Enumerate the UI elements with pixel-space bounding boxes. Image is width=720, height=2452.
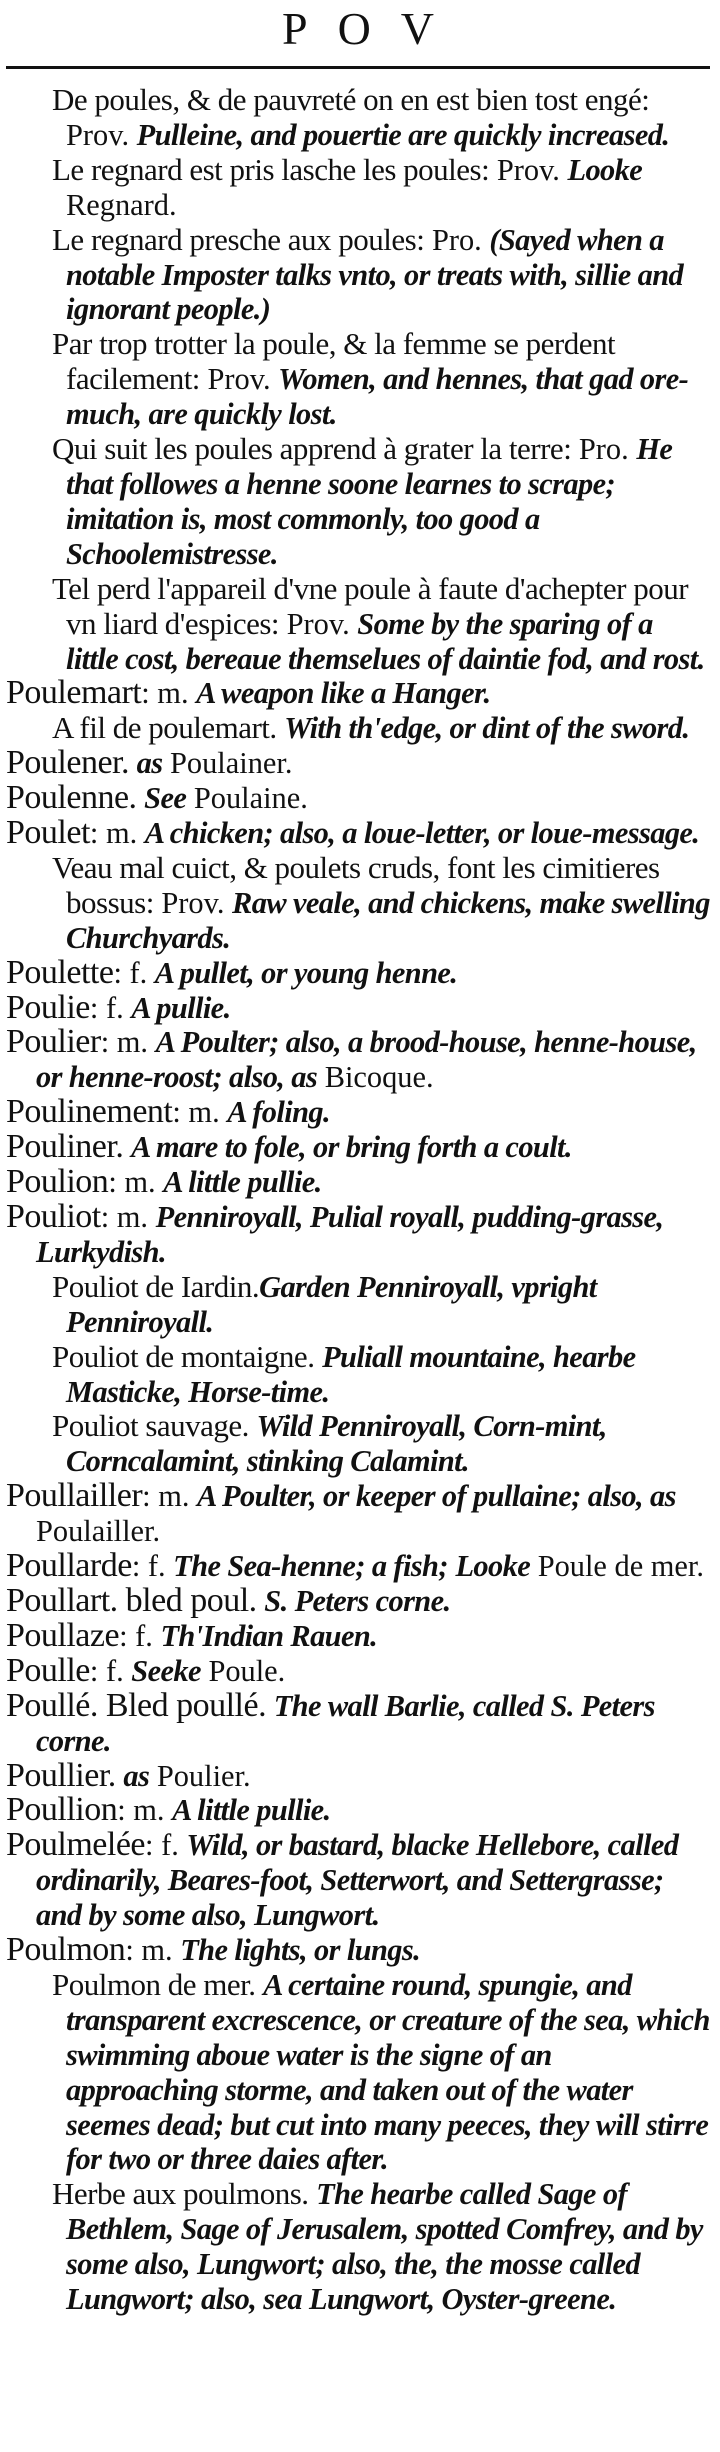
french-text: : f. — [119, 1618, 161, 1653]
english-gloss: Wild Penniroyall, Corn-mint, Corncalamint, stinking Calamint. — [66, 1409, 607, 1479]
french-text: Prov. — [153, 885, 233, 920]
english-gloss: A little pullie. — [172, 1793, 331, 1828]
header-rule — [6, 66, 710, 69]
english-gloss: A foling. — [227, 1095, 330, 1130]
headword: Pouliner. — [6, 1128, 124, 1166]
french-text: : f. — [89, 1653, 132, 1688]
sub-entry — [6, 432, 710, 572]
headword: Poulle — [6, 1651, 90, 1689]
headword: Pouliot de Iardin. — [52, 1268, 260, 1304]
english-gloss: A mare to fole, or bring forth a coult. — [130, 1130, 572, 1165]
main-entry — [6, 1095, 710, 1130]
french-text: : m. — [89, 816, 145, 851]
english-gloss: The Sea-henne; a fish; — [173, 1549, 448, 1584]
sub-entry — [6, 223, 710, 328]
headword: Poulener. — [6, 744, 129, 782]
entry-list — [6, 83, 710, 2317]
english-gloss: Women, and hennes, that gad ore-much, are quickly lost. — [66, 362, 689, 432]
main-entry — [6, 1549, 710, 1584]
english-gloss: A weapon like a Hanger. — [196, 676, 491, 711]
headword: Pouliot — [6, 1198, 101, 1235]
french-text: Prov. — [199, 362, 279, 397]
english-gloss: Puliall mountaine, hearbe Masticke, Horse-time. — [66, 1339, 636, 1409]
english-gloss: Some by the sparing of a little cost, bereaue themselues of daintie fod, and rost. — [66, 606, 705, 676]
french-text — [137, 781, 145, 815]
english-gloss: A little pullie. — [163, 1165, 322, 1200]
french-text: : m. — [108, 1165, 164, 1200]
headword: Poullaze — [6, 1616, 120, 1654]
main-entry — [6, 1479, 710, 1549]
french-text — [123, 1130, 131, 1164]
headword: Poullier. — [6, 1756, 116, 1794]
french-text: Prov. — [66, 117, 137, 152]
headword: Poullion — [6, 1791, 118, 1829]
sub-entry — [6, 1968, 710, 2177]
sub-entry — [6, 2177, 710, 2317]
headword: Pouliot sauvage. — [52, 1408, 249, 1444]
french-text: : m. — [141, 676, 197, 711]
main-entry — [6, 1200, 710, 1270]
main-entry — [6, 1756, 710, 1794]
headword: Poullailler — [6, 1477, 143, 1515]
headword: Herbe aux poulmons. — [52, 2176, 309, 2212]
french-text: : f. — [89, 990, 132, 1025]
main-entry — [6, 1130, 710, 1165]
headword: Tel perd l'appareil d'vne poule à faute d'achepter pour vn liard d'espices: — [52, 570, 689, 641]
french-text: : m. — [142, 1479, 198, 1514]
sub-entry — [6, 1409, 710, 1479]
headword: Poulmelée — [6, 1826, 146, 1864]
headword: A fil de poulemart. — [52, 710, 277, 746]
french-text: Bicoque. — [317, 1060, 434, 1095]
headword: De poules, & de pauvreté on en est bien tost engé: — [52, 82, 650, 117]
sub-entry — [6, 1270, 710, 1340]
french-text: Regnard. — [66, 187, 177, 222]
main-entry — [6, 1165, 710, 1200]
main-entry — [6, 1933, 710, 1968]
english-gloss: A Poulter, or keeper of pullaine; also, as — [197, 1479, 676, 1514]
english-gloss: A chicken; also, a loue-letter, or loue-message. — [144, 816, 700, 851]
french-text: Poulailler. — [36, 1514, 161, 1549]
french-text: Poulainer. — [162, 746, 293, 781]
running-head: POV — [281, 3, 465, 54]
headword: Le regnard est pris lasche les poules: — [52, 151, 490, 187]
sub-entry — [6, 153, 710, 223]
sub-entry — [6, 83, 710, 153]
french-text: : m. — [100, 1200, 156, 1234]
french-text: : f. — [113, 955, 155, 990]
main-entry — [6, 1025, 710, 1095]
english-gloss: Th'Indian Rauen. — [160, 1618, 378, 1653]
headword: Poulemart — [6, 674, 142, 712]
french-text — [309, 2177, 317, 2211]
english-gloss: Wild, or bastard, blacke Hellebore, called ordinarily, Beares-foot, Setterwort, and Settergrasse; and by some also, Lungwort. — [36, 1828, 679, 1933]
french-text: Poule de mer. — [530, 1549, 704, 1584]
french-text: Prov. — [489, 152, 568, 187]
french-text: Prov. — [279, 606, 358, 641]
english-gloss: as — [136, 746, 163, 781]
headword: Poullarde — [6, 1547, 132, 1585]
english-gloss: S. Peters corne. — [264, 1583, 451, 1618]
english-gloss: A certaine round, spungie, and transparent excrescence, or creature of the sea, which swimming aboue water is the signe of an approaching storme, and taken out of the water seemes dead; but cut into many peeces, they will stirre for two or three daies after. — [66, 1967, 710, 2177]
english-gloss: Raw veale, and chickens, make swelling Churchyards. — [66, 885, 710, 955]
headword: Poulion — [6, 1163, 109, 1201]
english-gloss: Looke — [567, 152, 643, 187]
main-entry — [6, 1686, 710, 1759]
main-entry — [6, 1793, 710, 1828]
french-text: Pro. — [571, 432, 637, 467]
main-entry — [6, 781, 710, 816]
headword: Qui suit les poules apprend à grater la terre: — [52, 431, 572, 467]
french-text: : m. — [125, 1933, 181, 1968]
english-gloss: Looke — [455, 1549, 531, 1584]
main-entry — [6, 1616, 710, 1654]
headword: Poulmon de mer. — [52, 1966, 256, 2002]
headword: Veau mal cuict, & poulets cruds, font les cimitieres bossus: — [52, 849, 660, 920]
french-text — [255, 1968, 263, 2002]
french-text: : m. — [100, 1025, 156, 1060]
headword: Le regnard presche aux poules: — [52, 221, 425, 257]
sub-entry — [6, 327, 710, 432]
main-entry — [6, 746, 710, 781]
sub-entry — [6, 572, 710, 677]
headword: Pouliot de montaigne. — [52, 1338, 315, 1374]
headword: Poulmon — [6, 1931, 126, 1969]
main-entry — [6, 1581, 710, 1619]
headword: Poulette — [6, 953, 114, 991]
english-gloss: Penniroyall, Pulial royall, pudding-grasse, Lurkydish. — [36, 1200, 664, 1269]
headword: Poulenne. — [6, 779, 137, 817]
french-text: Poule. — [200, 1653, 286, 1688]
sub-entry — [6, 711, 710, 746]
english-gloss: Seeke — [131, 1653, 201, 1688]
french-text — [314, 1340, 322, 1374]
sub-entry — [6, 851, 710, 956]
english-gloss: With th'edge, or dint of the sword. — [284, 711, 690, 746]
french-text — [129, 746, 137, 780]
main-entry — [6, 953, 710, 991]
main-entry — [6, 816, 710, 851]
english-gloss: Pulleine, and pouertie are quickly increased. — [136, 117, 670, 152]
main-entry — [6, 988, 710, 1026]
french-text: Poulier. — [149, 1758, 251, 1793]
english-gloss: The wall Barlie, called S. Peters corne. — [36, 1688, 655, 1758]
main-entry — [6, 1828, 710, 1933]
headword: Poulier — [6, 1023, 101, 1061]
headword: Poullart. bled poul. — [6, 1581, 257, 1619]
french-text: : m. — [117, 1793, 173, 1828]
english-gloss: The lights, or lungs. — [180, 1933, 421, 1968]
english-gloss: A pullet, or young henne. — [154, 955, 458, 990]
headword: Poulinement — [6, 1093, 173, 1131]
english-gloss: Garden Penniroyall, vpright Penniroyall. — [66, 1269, 597, 1339]
english-gloss: A pullie. — [131, 990, 231, 1025]
french-text: : f. — [145, 1828, 187, 1863]
english-gloss: The hearbe called Sage of Bethlem, Sage of Jerusalem, spotted Comfrey, and by some also, Lungwort; also, the, the mosse called Lungwort; also, sea Lungwort, Oyster-greene. — [66, 2177, 703, 2317]
french-text — [249, 1409, 257, 1443]
main-entry — [6, 1651, 710, 1689]
french-text: : f. — [131, 1549, 174, 1584]
headword: Poulie — [6, 988, 90, 1026]
headword: Poullé. Bled poullé. — [6, 1686, 267, 1724]
french-text: Poulaine. — [186, 781, 308, 816]
english-gloss: He that followes a henne soone learnes to scrape; imitation is, most commonly, too good a Schoolemistresse. — [66, 432, 673, 571]
french-text: Pro. — [424, 222, 490, 257]
english-gloss: (Sayed when a notable Imposter talks vnto, or treats with, sillie and ignorant people.) — [66, 222, 684, 327]
french-text — [266, 1689, 274, 1723]
english-gloss: as — [123, 1758, 150, 1793]
english-gloss: A Poulter; also, a brood-house, henne-house, or henne-roost; also, as — [36, 1025, 697, 1095]
sub-entry — [6, 1340, 710, 1410]
headword: Poulet — [6, 814, 90, 852]
headword: Par trop trotter la poule, & la femme se perdent facilement: — [52, 326, 616, 397]
main-entry — [6, 676, 710, 711]
french-text: : m. — [172, 1095, 228, 1130]
english-gloss: See — [144, 781, 187, 816]
